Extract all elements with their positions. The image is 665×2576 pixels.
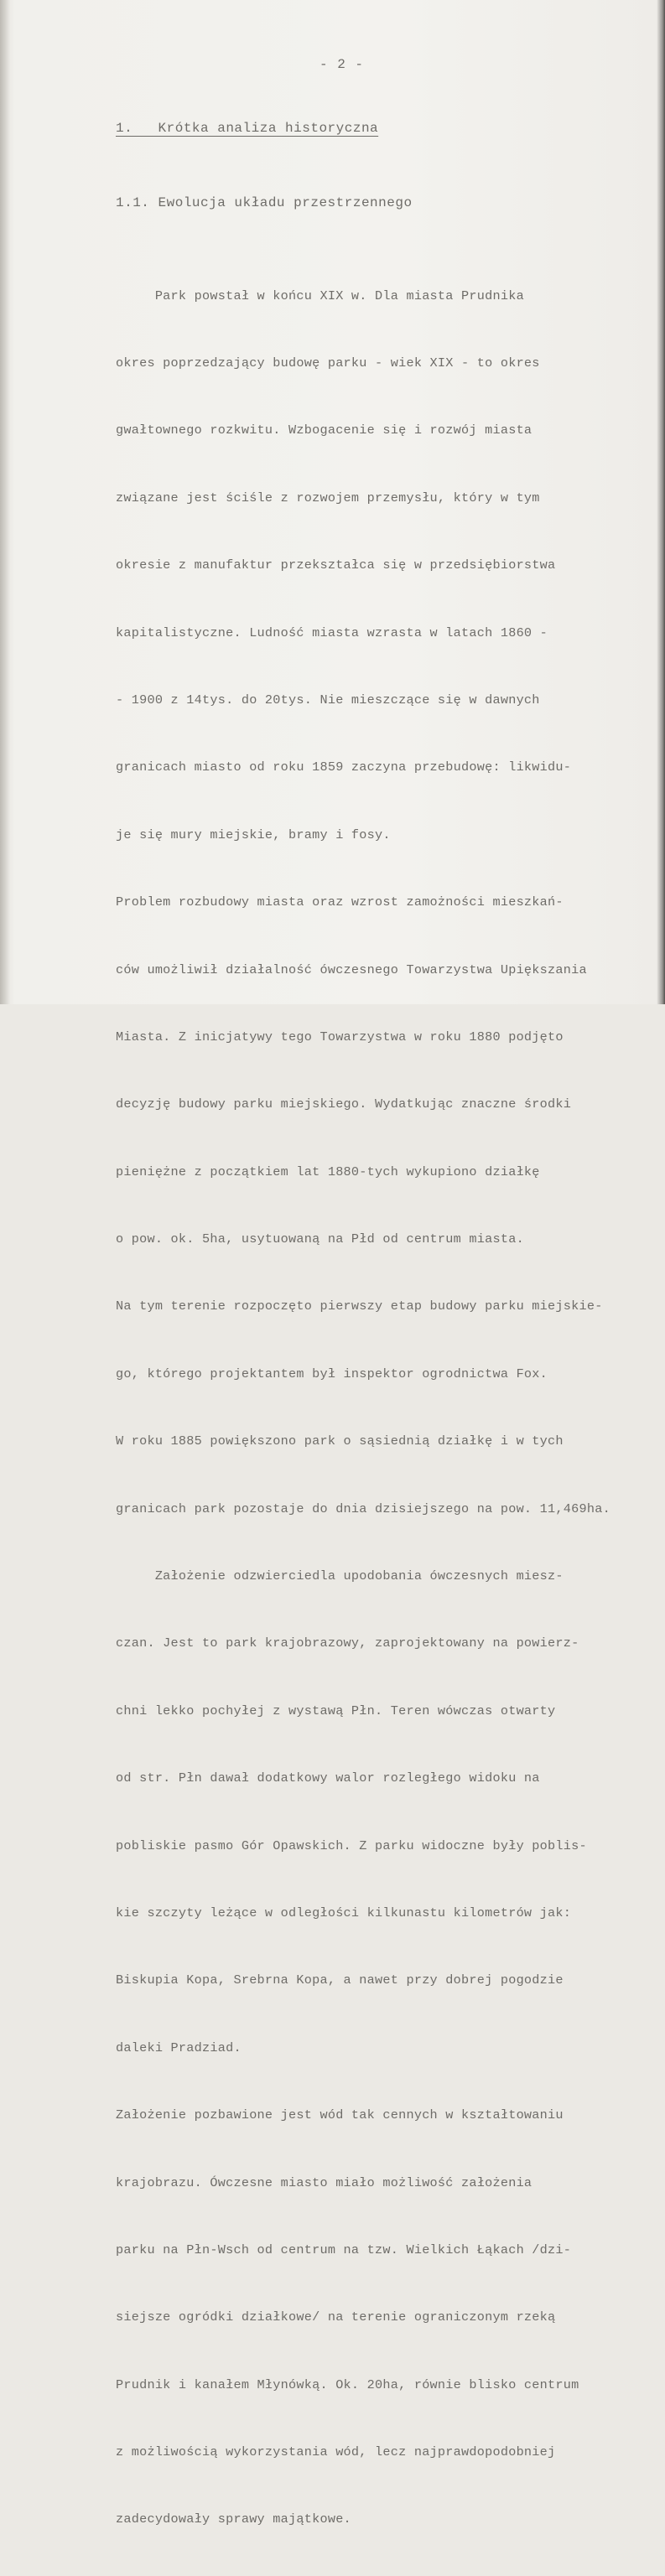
text-line: Założenie odzwierciedla upodobania ówczesnych miesz- — [116, 1568, 564, 1584]
text-line: czan. Jest to park krajobrazowy, zaprojektowany na powierz- — [116, 1635, 579, 1651]
text-line: Biskupia Kopa, Srebrna Kopa, a nawet przy dobrej pogodzie — [116, 1972, 564, 1988]
text-line: z możliwością wykorzystania wód, lecz najprawdopodobniej — [116, 2444, 556, 2460]
text-line: parku na Płn-Wsch od centrum na tzw. Wielkich Łąkach /dzi- — [116, 2242, 572, 2257]
text-line: Park powstał w końcu XIX w. Dla miasta Prudnika — [116, 288, 524, 303]
text-line: Na tym terenie rozpoczęto pierwszy etap budowy parku miejskie- — [116, 1298, 603, 1314]
text-line: - 1900 z 14tys. do 20tys. Nie mieszczące się w dawnych — [116, 692, 540, 707]
subsection-title: 1.1. Ewolucja układu przestrzennego — [116, 195, 413, 210]
text-line: go, którego projektantem był inspektor ogrodnictwa Fox. — [116, 1366, 548, 1381]
section-title: 1. Krótka analiza historyczna — [116, 121, 379, 136]
text-line: pobliskie pasmo Gór Opawskich. Z parku widoczne były poblis- — [116, 1837, 587, 1853]
body-text — [116, 240, 657, 2576]
text-line: okresie z manufaktur przekształca się w przedsiębiorstwa — [116, 557, 556, 573]
text-line: chni lekko pochyłej z wystawą Płn. Teren wówczas otwarty — [116, 1703, 556, 1718]
page-left-shadow — [0, 0, 10, 1004]
text-line: granicach park pozostaje do dnia dzisiejszego na pow. 11,469ha. — [116, 1501, 610, 1516]
text-line: gwałtownego rozkwitu. Wzbogacenie się i rozwój miasta — [116, 422, 533, 438]
text-line: krajobrazu. Ówczesne miasto miało możliwość założenia — [116, 2174, 533, 2190]
text-line: od str. Płn dawał dodatkowy walor rozległego widoku na — [116, 1770, 540, 1786]
text-line: kie szczyty leżące w odległości kilkunastu kilometrów jak: — [116, 1905, 572, 1920]
text-line: okres poprzedzający budowę parku - wiek XIX - to okres — [116, 355, 540, 371]
text-line: pieniężne z początkiem lat 1880-tych wykupiono działkę — [116, 1164, 540, 1179]
text-line: granicach miasto od roku 1859 zaczyna przebudowę: likwidu- — [116, 759, 572, 775]
text-line: daleki Pradziad. — [116, 2040, 242, 2055]
text-line: Prudnik i kanałem Młynówką. Ok. 20ha, równie blisko centrum — [116, 2376, 579, 2392]
text-line: Problem rozbudowy miasta oraz wzrost zamożności mieszkań- — [116, 894, 564, 910]
text-line: je się mury miejskie, bramy i fosy. — [116, 827, 391, 842]
page-number: - 2 - — [320, 57, 365, 72]
text-line: o pow. ok. 5ha, usytuowaną na Płd od centrum miasta. — [116, 1231, 524, 1247]
text-line: związane jest ściśle z rozwojem przemysłu, który w tym — [116, 490, 540, 505]
text-line: decyzję budowy parku miejskiego. Wydatkując znaczne środki — [116, 1096, 572, 1112]
text-line: kapitalistyczne. Ludność miasta wzrasta w latach 1860 - — [116, 625, 548, 640]
text-line: Założenie pozbawione jest wód tak cennych w kształtowaniu — [116, 2107, 564, 2123]
text-line: zadecydowały sprawy majątkowe. — [116, 2511, 351, 2527]
page-right-edge — [657, 0, 665, 1004]
text-line: Miasta. Z inicjatywy tego Towarzystwa w roku 1880 podjęto — [116, 1029, 564, 1044]
text-line: W roku 1885 powiększono park o sąsiednią działkę i w tych — [116, 1433, 564, 1449]
text-line: siejsze ogródki działkowe/ na terenie ograniczonym rzeką — [116, 2309, 556, 2325]
text-line: ców umożliwił działalność ówczesnego Towarzystwa Upiększania — [116, 961, 587, 977]
